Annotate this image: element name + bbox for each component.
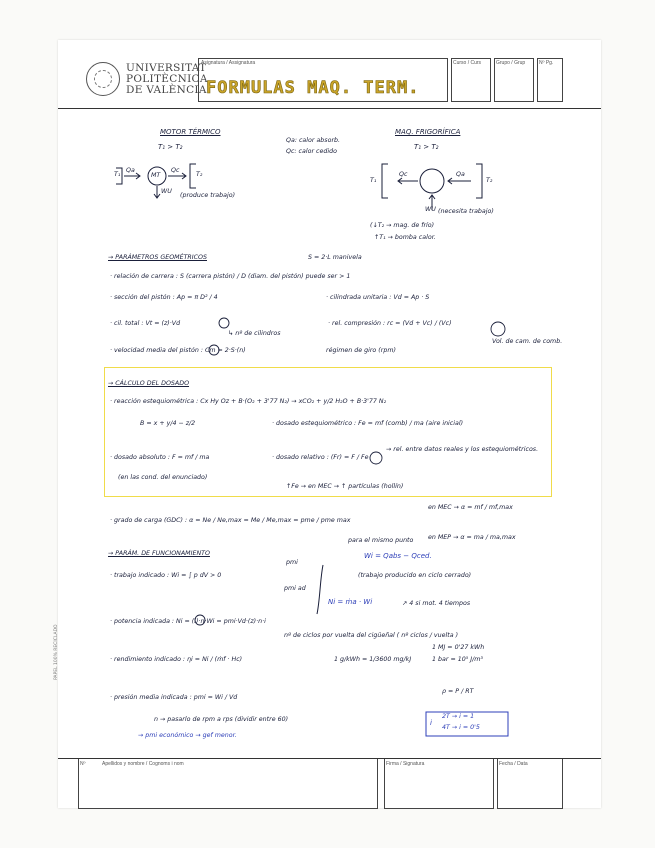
grado-carga: · grado de carga (GDC) : α = Ne / Ne,max = Me / Me,max = pme / pme max: [110, 517, 351, 524]
motor-condition: T₁ > T₂: [158, 143, 183, 151]
rho-formula: ρ = P / RT: [442, 688, 474, 695]
motor-wu-arrow: [154, 186, 160, 198]
frigo-qc-arrow: [398, 178, 418, 184]
trabajo-indicado: · trabajo indicado : Wi = ∫ p dV > 0: [110, 572, 222, 579]
frigo-condition: T₁ > T₂: [414, 143, 439, 151]
university-name: UNIVERSITAT POLITÈCNICA DE VALÈNCIA: [126, 62, 208, 96]
sheet-title: FORMULAS MAQ. TERM.: [206, 78, 420, 98]
velocidad-media: · velocidad media del pistón : Cm = 2·S·(n): [110, 347, 246, 354]
motor-heading: MOTOR TÉRMICO: [160, 128, 221, 136]
s-manivela: S = 2·L manivela: [308, 254, 362, 261]
integral-sign: [317, 565, 323, 614]
qc-definition: Qc: calor cedido: [286, 148, 337, 155]
frigo-qa-arrow: [448, 178, 471, 184]
frigo-necesita: (necesita trabajo): [438, 208, 494, 215]
integral-lower: pmi ad: [284, 585, 306, 592]
b-formula: B = x + y/4 − z/2: [140, 420, 196, 427]
dosado-esteq: · dosado estequiométrico : Fe = mf (comb) / ma (aire inicial): [272, 420, 464, 427]
regimen: régimen de giro (rpm): [326, 347, 396, 354]
frigo-t1: T₁: [370, 177, 377, 184]
pg-label: Nº Pg.: [539, 60, 554, 66]
motor-t1: T₁: [114, 171, 121, 178]
frigo-t1-bracket: [382, 164, 388, 198]
frigo-qa: Qa: [456, 171, 465, 178]
frigo-wu: WU: [425, 206, 436, 213]
exam-sheet: [54, 40, 601, 808]
motor-wu: WU: [161, 188, 172, 195]
fe-mec-note: ↑Fe → en MEC → ↑ partículas (hollín): [286, 483, 404, 490]
i-box-2t: 2T → i = 1: [442, 713, 475, 720]
i-box-4t: 4T → i = 0'5: [442, 724, 480, 731]
cil-total: · cil. total : Vt = (z)·Vd: [110, 320, 181, 327]
geom-heading: → PARÁMETROS GEOMÉTRICOS: [108, 254, 207, 261]
n-cilindros: ↳ nº de cilindros: [228, 330, 281, 337]
ciclos-note: nº de ciclos por vuelta del cigüeñal ( nº ciclos / vuelta ): [284, 632, 459, 639]
mj-conversion: 1 MJ = 0'27 kWh: [432, 644, 485, 651]
curso-label: Curso / Curs: [453, 60, 482, 66]
reaccion-esteq: · reacción estequiométrica : Cx Hy Oz + B·(O₂ + 3'77 N₂) → xCO₂ + y/2 H₂O + B·3'77 N₂: [110, 398, 387, 405]
frigo-t2: T₂: [486, 177, 493, 184]
trabajo-note: (trabajo producido en ciclo cerrado): [358, 572, 472, 579]
carga-mep: en MEP → α = ma / ma,max: [428, 534, 516, 541]
vc-circle: [491, 322, 505, 336]
z-circle: [219, 318, 229, 328]
i-symbol: i: [430, 719, 432, 727]
dosado-heading: → CÁLCULO DEL DOSADO: [108, 380, 190, 387]
motor-qc: Qc: [171, 167, 180, 174]
relativo-note: → rel. entre datos reales y los estequiométricos.: [386, 446, 539, 453]
firma-label: Firma / Signatura: [386, 761, 425, 767]
motor-mt: MT: [151, 172, 161, 179]
vol-camara: Vol. de cam. de comb.: [492, 338, 563, 345]
frigo-heading: MAQ. FRIGORÍFICA: [395, 128, 461, 136]
sheet-footer: [58, 758, 601, 809]
dosado-relativo: · dosado relativo : (Fr) = F / Fe: [272, 454, 369, 461]
pmi-note: → pmi económico → gef menor.: [138, 732, 237, 739]
seccion-piston: · sección del pistón : Ap = π D² / 4: [110, 294, 218, 301]
n-rps-note: n → pasarlo de rpm a rps (dividir entre 60): [154, 716, 289, 723]
carga-mec: en MEC → α = mf / mf,max: [428, 504, 513, 511]
integral-upper: pmi: [286, 559, 298, 566]
asignatura-label: Asignatura / Assignatura: [201, 60, 256, 66]
gkwh-conversion: 1 g/kWh = 1/3600 mg/kJ: [334, 656, 412, 663]
mismo-punto: para el mismo punto: [348, 537, 414, 544]
frigo-line2: ↑T₁ → bomba calor.: [374, 234, 436, 241]
tiempos-note: ↗ 4 si mot. 4 tiempos: [402, 600, 471, 607]
frigo-line1: (↓T₂ → mag. de frío): [370, 222, 435, 229]
rel-compresion: · rel. compresión : rc = (Vd + Vc) / (Vc): [328, 320, 452, 327]
frigo-t2-bracket: [476, 164, 482, 198]
motor-produce: (produce trabajo): [180, 192, 236, 199]
frigo-machine-circle: [420, 169, 444, 193]
qa-definition: Qa: calor absorb.: [286, 137, 341, 144]
n-label: Nº: [80, 761, 86, 767]
ni-definition: Ni = ṁa · Wi: [328, 598, 373, 606]
recycled-paper-label: PAPEL 100% RECICLADO: [54, 624, 59, 680]
motor-qa: Qa: [126, 167, 135, 174]
grupo-label: Grupo / Grup: [496, 60, 526, 66]
fecha-label: Fecha / Data: [499, 761, 528, 767]
en-condiciones: (en las cond. del enunciado): [118, 474, 208, 481]
nombre-label: Apellidos y nombre / Cognoms i nom: [102, 761, 184, 767]
motor-t2: T₂: [196, 171, 203, 178]
frigo-qc: Qc: [399, 171, 408, 178]
cilindrada: · cilindrada unitaria : Vd = Ap · S: [326, 294, 430, 301]
potencia-indicada: · potencia indicada : Ni = (i)·n·Wi = pmi·Vd·(z)·n·i: [110, 618, 266, 625]
rendimiento: · rendimiento indicado : ηi = Ni / (ṁf · Hc): [110, 656, 243, 663]
bar-conversion: 1 bar = 10⁵ J/m³: [432, 656, 483, 663]
rel-carrera: · relación de carrera : S (carrera pistón) / D (diam. del pistón) puede ser > 1: [110, 273, 351, 280]
wi-definition: Wi = Qabs − Qced.: [364, 552, 432, 560]
dosado-absoluto: · dosado absoluto : F = mf / ma: [110, 454, 210, 461]
presion-media: · presión media indicada : pmi = Wi / Vd: [110, 694, 238, 701]
func-heading: → PARÁM. DE FUNCIONAMIENTO: [108, 550, 210, 557]
